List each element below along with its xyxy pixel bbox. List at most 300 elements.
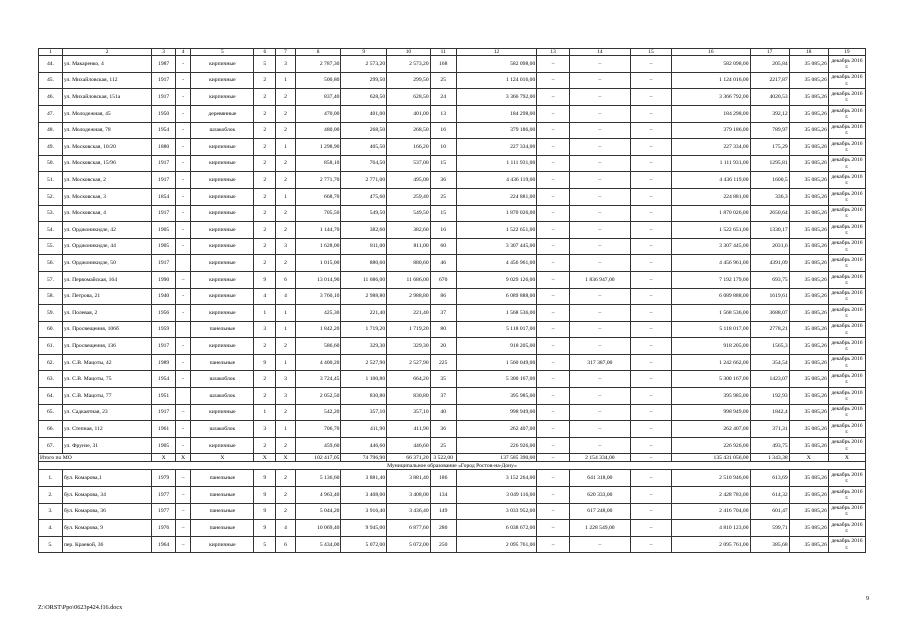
table-cell: - [176, 188, 191, 205]
table-cell: 2 154 334,00 [569, 454, 630, 462]
housing-register-table [38, 48, 866, 553]
table-cell: 184 298,00 [672, 105, 750, 122]
table-cell: 44. [39, 56, 63, 73]
table-cell: - [176, 238, 191, 255]
table-cell: – [569, 371, 630, 388]
table-cell: – [537, 305, 570, 322]
table-cell: 53. [39, 205, 63, 222]
table-cell: декабрь 2016 г. [828, 520, 865, 537]
table-cell: – [176, 404, 191, 421]
table-cell: 1 [254, 404, 276, 421]
table-cell: ул. Московская, 3 [62, 188, 151, 205]
column-number-cell: 16 [672, 49, 750, 56]
table-cell: 25 [430, 72, 456, 89]
table-cell: 6 089 888,00 [456, 288, 537, 305]
table-cell: 24 [430, 89, 456, 106]
table-cell: – [537, 470, 570, 487]
table-cell: 2. [39, 487, 63, 504]
table-cell: пер. Краевой, 36 [62, 536, 151, 553]
table-cell: 35 085,26 [789, 105, 828, 122]
table-cell: – [630, 437, 671, 454]
table-cell: 35 085,26 [789, 421, 828, 438]
table-cell: декабрь 2016 г. [828, 437, 865, 454]
table-cell: – [569, 72, 630, 89]
table-cell: 54. [39, 222, 63, 239]
table-row [39, 255, 866, 272]
table-cell: 135 431 056,00 [672, 454, 750, 462]
column-number-cell: 1 [39, 49, 63, 56]
table-cell: 705,50 [295, 205, 341, 222]
table-cell: Х [276, 454, 296, 462]
table-cell: 1842,4 [750, 404, 789, 421]
table-cell: – [537, 487, 570, 504]
table-cell: 35 085,26 [789, 371, 828, 388]
table-cell: – [537, 354, 570, 371]
table-cell: ул. Орджоникидзе, 42 [62, 222, 151, 239]
table-cell: 405,50 [341, 139, 387, 156]
table-cell: - [176, 305, 191, 322]
table-cell: 1 [276, 354, 296, 371]
column-number-cell: 14 [569, 49, 630, 56]
table-cell: – [537, 255, 570, 272]
table-cell: 475,60 [341, 188, 387, 205]
table-cell: 280 [430, 520, 456, 537]
table-cell: 371,31 [750, 421, 789, 438]
table-cell: панельные [191, 487, 254, 504]
table-cell: – [569, 255, 630, 272]
table-cell: - [176, 205, 191, 222]
table-cell: – [630, 105, 671, 122]
table-row [39, 305, 866, 322]
table-cell: 227 334,00 [672, 139, 750, 156]
table-cell: – [569, 205, 630, 222]
table-cell: 1990 [152, 271, 176, 288]
table-cell: – [537, 122, 570, 139]
table-cell: 1987 [152, 56, 176, 73]
table-cell: Х [254, 454, 276, 462]
table-cell: 2 [254, 105, 276, 122]
table-cell: 425,30 [295, 305, 341, 322]
table-cell: 1 719,20 [387, 321, 431, 338]
table-cell: Х [828, 454, 865, 462]
municipality-heading-row [39, 462, 866, 470]
table-cell: 1954 [152, 371, 176, 388]
table-cell: 299,50 [387, 72, 431, 89]
table-cell: 3 881,40 [387, 470, 431, 487]
table-cell: 5 118 017,00 [456, 321, 537, 338]
table-cell: Х [152, 454, 176, 462]
table-cell: 641 318,00 [569, 470, 630, 487]
table-cell: 2 [254, 188, 276, 205]
table-row [39, 321, 866, 338]
table-cell: 1977 [152, 503, 176, 520]
table-cell: 62. [39, 354, 63, 371]
table-cell: декабрь 2016 г. [828, 536, 865, 553]
table-cell: Итого по МО [39, 454, 152, 462]
table-cell: 2 [276, 487, 296, 504]
table-cell: 9 945,00 [341, 520, 387, 537]
table-cell: ул. Макаренко, 4 [62, 56, 151, 73]
table-cell: 3 307 445,00 [456, 238, 537, 255]
table-cell: 3 152 264,00 [456, 470, 537, 487]
table-row [39, 72, 866, 89]
table-cell: – [569, 122, 630, 139]
table-cell: 63. [39, 371, 63, 388]
table-row [39, 437, 866, 454]
table-cell: - [176, 437, 191, 454]
table-cell: 5 434,00 [295, 536, 341, 553]
table-cell: 1 [276, 139, 296, 156]
table-cell: 2 [254, 437, 276, 454]
table-cell: 582 098,00 [456, 56, 537, 73]
table-cell: декабрь 2016 г. [828, 487, 865, 504]
table-cell: - [176, 139, 191, 156]
table-cell: 1964 [152, 536, 176, 553]
table-cell: кирпичные [191, 172, 254, 189]
table-cell: 224 881,00 [456, 188, 537, 205]
table-cell: 446,60 [341, 437, 387, 454]
table-cell: 25 [430, 188, 456, 205]
table-cell: 1619,61 [750, 288, 789, 305]
table-cell: 58. [39, 288, 63, 305]
table-cell: 1330,17 [750, 222, 789, 239]
table-cell: 329,30 [387, 338, 431, 355]
table-cell: 4 [276, 520, 296, 537]
table-cell: 3 436,40 [387, 503, 431, 520]
column-number-cell: 3 [152, 49, 176, 56]
table-cell: 2 052,50 [295, 388, 341, 405]
table-cell: 227 334,00 [456, 139, 537, 156]
table-cell: 411,90 [341, 421, 387, 438]
table-cell: – [537, 536, 570, 553]
table-cell: – [630, 188, 671, 205]
table-cell: 693,75 [750, 271, 789, 288]
table-cell: – [569, 338, 630, 355]
table-cell: 2 [276, 503, 296, 520]
table-cell: 86 [430, 288, 456, 305]
table-cell: ул. Степная, 112 [62, 421, 151, 438]
table-cell: 670 [430, 271, 456, 288]
table-cell: 35 085,26 [789, 437, 828, 454]
table-cell: декабрь 2016 г. [828, 388, 865, 405]
table-cell: 5 044,20 [295, 503, 341, 520]
table-cell: – [630, 222, 671, 239]
column-number-row [39, 49, 866, 56]
table-cell: 2 [276, 437, 296, 454]
table-cell: 3 881,40 [341, 470, 387, 487]
table-cell: декабрь 2016 г. [828, 122, 865, 139]
table-cell: 67. [39, 437, 63, 454]
table-cell: 1 568 536,00 [672, 305, 750, 322]
table-cell: – [537, 238, 570, 255]
table-cell: декабрь 2016 г. [828, 470, 865, 487]
table-cell: ул. С.В. Мацоты, 42 [62, 354, 151, 371]
table-cell: 9 [254, 271, 276, 288]
table-cell: – [569, 155, 630, 172]
column-number-cell: 6 [254, 49, 276, 56]
table-cell: декабрь 2016 г. [828, 188, 865, 205]
table-cell: 2 771,70 [295, 172, 341, 189]
table-cell: 66. [39, 421, 63, 438]
table-cell: 5 [254, 536, 276, 553]
table-cell: – [569, 139, 630, 156]
table-cell: – [537, 503, 570, 520]
table-row [39, 388, 866, 405]
table-cell: 3 366 792,00 [456, 89, 537, 106]
column-number-cell: 2 [62, 49, 151, 56]
table-cell: 184 298,00 [456, 105, 537, 122]
table-cell: 268,50 [341, 122, 387, 139]
table-cell: – [569, 222, 630, 239]
table-cell: 1565,3 [750, 338, 789, 355]
table-cell: – [569, 105, 630, 122]
table-cell: шлакоблок [191, 421, 254, 438]
table-cell: 2 [276, 172, 296, 189]
table-cell: – [569, 421, 630, 438]
table-cell: – [630, 388, 671, 405]
table-cell: 2 510 946,00 [672, 470, 750, 487]
table-cell: 10 069,40 [295, 520, 341, 537]
table-cell: 614,32 [750, 487, 789, 504]
table-cell: 3 366 792,00 [672, 89, 750, 106]
table-cell: 493,75 [750, 437, 789, 454]
table-cell: 1905 [152, 238, 176, 255]
table-cell: – [630, 122, 671, 139]
table-cell: 1600,5 [750, 172, 789, 189]
table-cell: 1 836 947,00 [569, 271, 630, 288]
table-cell: – [537, 89, 570, 106]
table-cell: 2 988,80 [387, 288, 431, 305]
table-row [39, 155, 866, 172]
total-row [39, 454, 866, 462]
table-cell: – [176, 536, 191, 553]
table-cell: 9 [254, 503, 276, 520]
table-cell: – [630, 487, 671, 504]
table-cell: 764,50 [341, 155, 387, 172]
table-cell: шлакоблок [191, 122, 254, 139]
table-cell: 40 [430, 404, 456, 421]
table-cell: кирпичные [191, 139, 254, 156]
table-cell: 2 [254, 172, 276, 189]
table-cell: 35 085,26 [789, 388, 828, 405]
table-cell: 47. [39, 105, 63, 122]
table-row [39, 520, 866, 537]
table-cell: 268,50 [387, 122, 431, 139]
table-cell: ул. Московская, 10/20 [62, 139, 151, 156]
table-cell: – [630, 255, 671, 272]
table-cell: 11 686,00 [387, 271, 431, 288]
table-cell: 35 085,26 [789, 288, 828, 305]
table-cell: 175,29 [750, 139, 789, 156]
table-cell: 2 [254, 222, 276, 239]
table-cell: 1 242 662,00 [672, 354, 750, 371]
table-cell: 15 [430, 205, 456, 222]
table-cell: 2 [276, 205, 296, 222]
table-cell: 1905 [152, 437, 176, 454]
table-cell: - [176, 172, 191, 189]
table-cell: 3 916,40 [341, 503, 387, 520]
table-cell: 35 085,26 [789, 205, 828, 222]
table-cell: 225 [430, 354, 456, 371]
table-cell: кирпичные [191, 437, 254, 454]
table-cell: Х [191, 454, 254, 462]
column-number-cell: 11 [430, 49, 456, 56]
table-cell: 1 144,70 [295, 222, 341, 239]
table-cell: 2 [254, 205, 276, 222]
table-cell: – [630, 503, 671, 520]
table-cell: 4 810 123,00 [672, 520, 750, 537]
table-cell: 336,3 [750, 188, 789, 205]
table-cell: 57. [39, 271, 63, 288]
table-cell: ул. С.В. Мацоты, 75 [62, 371, 151, 388]
table-cell: 61. [39, 338, 63, 355]
table-cell: 51. [39, 172, 63, 189]
table-cell: 35 085,26 [789, 89, 828, 106]
table-cell: 46. [39, 89, 63, 106]
table-cell: 5 [254, 56, 276, 73]
table-cell: 7 192 179,00 [672, 271, 750, 288]
table-cell: 3688,07 [750, 305, 789, 322]
table-cell: ул. Просвещения, 106б [62, 321, 151, 338]
table-cell: ул. Орджоникидзе, 50 [62, 255, 151, 272]
table-cell: 35 085,26 [789, 321, 828, 338]
table-cell: 65. [39, 404, 63, 421]
table-cell: - [176, 89, 191, 106]
table-cell: 1977 [152, 487, 176, 504]
table-cell: 36 [430, 421, 456, 438]
table-row [39, 238, 866, 255]
table-cell: – [537, 321, 570, 338]
table-cell: 11 686,00 [341, 271, 387, 288]
table-cell: 2 573,20 [341, 56, 387, 73]
table-cell: – [176, 520, 191, 537]
table-cell: 1905 [152, 222, 176, 239]
table-cell: 2 428 783,00 [672, 487, 750, 504]
table-cell: 459,60 [295, 437, 341, 454]
table-cell: – [537, 188, 570, 205]
table-cell: – [569, 404, 630, 421]
table-cell: 830,80 [341, 388, 387, 405]
table-cell: – [630, 371, 671, 388]
table-cell: 354,54 [750, 354, 789, 371]
table-cell: 221,40 [387, 305, 431, 322]
table-cell: кирпичные [191, 404, 254, 421]
column-number-cell: 15 [630, 49, 671, 56]
table-cell: – [569, 56, 630, 73]
table-cell: 35 085,26 [789, 305, 828, 322]
table-cell: 20 [430, 338, 456, 355]
table-cell: 3 [276, 388, 296, 405]
table-cell: 1 842,20 [295, 321, 341, 338]
table-cell: бул. Комарова, 36 [62, 503, 151, 520]
table-cell: 2 095 761,00 [672, 536, 750, 553]
table-cell: 2 095 761,00 [456, 536, 537, 553]
table-cell: 3 307 445,00 [672, 238, 750, 255]
table-cell: 149 [430, 503, 456, 520]
table-cell: 2 [276, 155, 296, 172]
table-cell: декабрь 2016 г. [828, 56, 865, 73]
table-cell: декабрь 2016 г. [828, 421, 865, 438]
table-cell: 706,70 [295, 421, 341, 438]
table-cell: 1950 [152, 105, 176, 122]
table-cell: 998 949,00 [456, 404, 537, 421]
table-cell: 16 [430, 222, 456, 239]
table-cell: 2 [254, 388, 276, 405]
table-cell: – [537, 56, 570, 73]
table-cell: - [176, 105, 191, 122]
table-cell: – [630, 520, 671, 537]
table-cell: 1951 [152, 388, 176, 405]
table-cell: 1976 [152, 520, 176, 537]
table-cell: 446,60 [387, 437, 431, 454]
file-path-footer: Z:\ORST\Ppo\0623p424.f16.docx [38, 604, 123, 611]
table-cell: – [630, 354, 671, 371]
table-cell: 102 417,05 [295, 454, 341, 462]
table-cell: 3 [276, 56, 296, 73]
table-cell: декабрь 2016 г. [828, 89, 865, 106]
table-cell: 3 522,00 [430, 454, 456, 462]
table-cell: – [630, 454, 671, 462]
table-cell: 1 870 026,00 [456, 205, 537, 222]
table-cell: 3 049 116,00 [456, 487, 537, 504]
table-row [39, 122, 866, 139]
table-row [39, 222, 866, 239]
table-cell: 1423,07 [750, 371, 789, 388]
table-cell: 1 298,90 [295, 139, 341, 156]
table-cell: ул. Михайловская, 151а [62, 89, 151, 106]
table-cell: 2 [276, 338, 296, 355]
table-cell: декабрь 2016 г. [828, 172, 865, 189]
table-cell: ул. Садкаятная, 23 [62, 404, 151, 421]
table-cell: – [630, 470, 671, 487]
table-cell: – [537, 437, 570, 454]
table-cell: ул. Просвещения, 136 [62, 338, 151, 355]
table-cell: – [630, 536, 671, 553]
table-cell: 495,00 [387, 172, 431, 189]
table-cell: 48. [39, 122, 63, 139]
column-number-cell: 7 [276, 49, 296, 56]
table-cell: 35 085,26 [789, 155, 828, 172]
table-cell: 35 085,26 [789, 470, 828, 487]
table-cell: 46 [430, 255, 456, 272]
table-cell: 4 456 961,00 [672, 255, 750, 272]
table-cell: бул. Комарова, 9 [62, 520, 151, 537]
table-cell: панельные [191, 321, 254, 338]
table-cell: кирпичные [191, 536, 254, 553]
table-cell: 620 333,00 [569, 487, 630, 504]
column-number-cell: 18 [789, 49, 828, 56]
table-row [39, 105, 866, 122]
table-cell: 2 988,80 [341, 288, 387, 305]
table-cell: 49. [39, 139, 63, 156]
table-cell: 1 719,20 [341, 321, 387, 338]
table-cell: 880,60 [341, 255, 387, 272]
table-cell: – [630, 72, 671, 89]
table-cell: 401,00 [341, 105, 387, 122]
table-cell: 1 124 016,00 [456, 72, 537, 89]
table-cell: 35 085,26 [789, 56, 828, 73]
table-cell: – [537, 371, 570, 388]
table-cell: 35 085,26 [789, 238, 828, 255]
table-cell: – [537, 205, 570, 222]
table-cell: 16 [430, 122, 456, 139]
table-cell: 9 029 126,00 [456, 271, 537, 288]
table-cell: 379 186,00 [672, 122, 750, 139]
table-cell: ул. Молодежная, 45 [62, 105, 151, 122]
table-row [39, 421, 866, 438]
table-cell: 2 [254, 371, 276, 388]
table-cell: декабрь 2016 г. [828, 238, 865, 255]
